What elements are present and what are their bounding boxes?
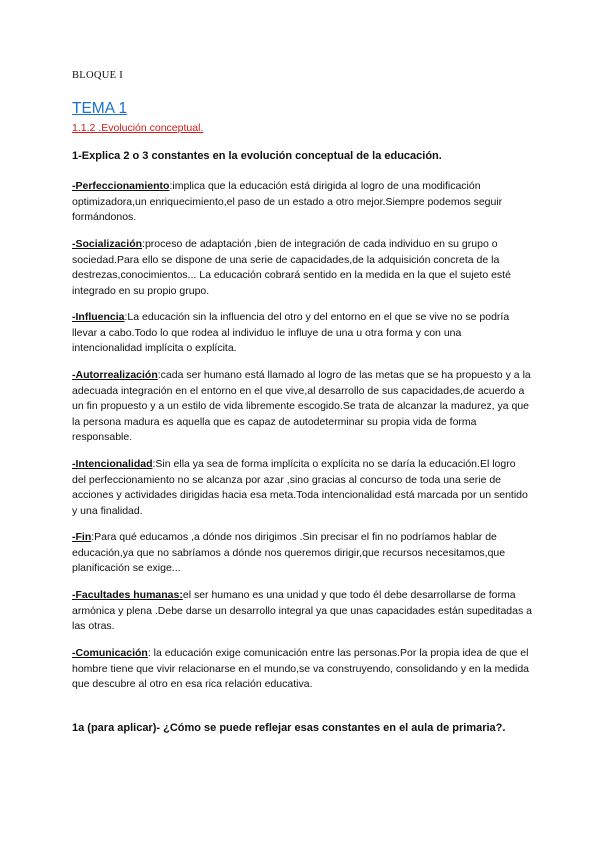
constant-term: -Autorrealización [72, 369, 158, 381]
constant-text: :implica que la educación está dirigida al logro de una modificación optimizadora,un enriquecimiento,el paso de un estado a otro mejor.Siempre podemos seguir formándonos. [72, 180, 503, 223]
constant-term: -Socialización [72, 238, 143, 250]
constant-autorrealizacion [72, 368, 532, 446]
constant-intencionalidad [72, 457, 532, 519]
constant-term: -Influencia [72, 311, 125, 323]
constant-socializacion [72, 237, 532, 299]
constant-facultades-humanas [72, 588, 532, 635]
constant-term: -Intencionalidad [72, 458, 153, 470]
constant-perfeccionamiento [72, 179, 532, 226]
constant-term: -Perfeccionamiento [72, 180, 170, 192]
constant-term: -Comunicación [72, 647, 148, 659]
constant-fin [72, 530, 532, 577]
constant-text: el ser humano es una unidad y que todo él debe desarrollarse de forma armónica y plena .Debe darse un desarrollo integral ya que unas capacidades están supeditadas a las otras. [72, 589, 532, 632]
tema-subtitle: 1.1.2 .Evolución conceptual. [72, 122, 204, 134]
bloque-heading: BLOQUE I [72, 70, 124, 81]
constant-text: :Sin ella ya sea de forma implícita o explícita no se daría la educación.El logro del perfeccionamiento no se alcanza por azar ,sino gracias al concurso de toda una serie de acciones y actividades dirigidas hacia esa meta.Toda intencionalidad está marcada por un sentido y una finalidad. [72, 458, 528, 517]
constant-text: :La educación sin la influencia del otro y del entorno en el que se vive no se podría llevar a cabo.Todo lo que rodea al individuo le influye de una u otra forma y con una intencionalidad implícita o explícita. [72, 311, 510, 354]
question-1: 1-Explica 2 o 3 constantes en la evolución conceptual de la educación. [72, 150, 442, 162]
constant-text: :cada ser humano está llamado al logro de las metas que se ha propuesto y a la adecuada integración en el entorno en el que vive,al desarrollo de sus capacidades,de acuerdo a un fin propuesto y a un estilo de vida libremente escogido.Se trata de alcanzar la madurez, ya que la persona madura es aquella que es capaz de autodeterminar su propia vida de forma responsable. [72, 369, 531, 443]
constant-text: :proceso de adaptación ,bien de integración de cada individuo en su grupo o sociedad.Para ello se dispone de una serie de capacidades,de la adquisición concreta de la destrezas,conocimientos... La educación cobrará sentido en la medida en la que el sujeto esté integrado en su propio grupo. [72, 238, 511, 297]
constant-text: : la educación exige comunicación entre las personas.Por la propia idea de que el hombre tiene que vivir relacionarse en el mundo,se va construyendo, consolidando y en la medida que descubre al otro en esa rica relación educativa. [72, 647, 530, 690]
constant-text: :Para qué educamos ,a dónde nos dirigimos .Sin precisar el fin no podríamos hablar de educación,ya que no sabríamos a dónde nos queremos dirigir,que recursos necesitamos,que planificación se exige... [72, 531, 506, 574]
tema-title: TEMA 1 [72, 100, 128, 117]
constant-influencia [72, 310, 532, 357]
question-1a: 1a (para aplicar)- ¿Cómo se puede reflejar esas constantes en el aula de primaria?. [72, 722, 506, 734]
constant-term: -Fin [72, 531, 92, 543]
constant-term: -Facultades humanas: [72, 589, 183, 601]
constant-comunicacion [72, 646, 532, 693]
